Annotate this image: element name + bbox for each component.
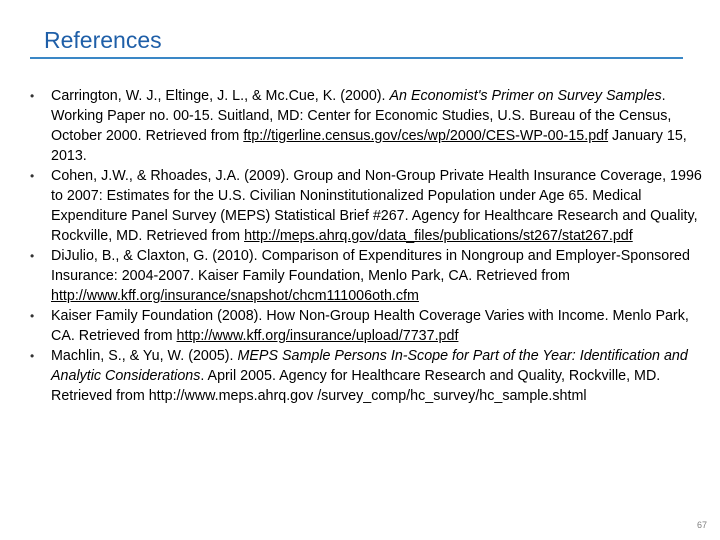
page-number: 67: [696, 520, 707, 530]
bullet-icon: •: [30, 249, 35, 263]
bullet-icon: •: [30, 89, 35, 103]
bullet-icon: •: [30, 169, 35, 183]
reference-title: MEPS Sample Persons In-Scope for Part of the Year: Identification and Analytic Considerations: [51, 348, 688, 384]
reference-list: [30, 86, 705, 406]
bullet-icon: •: [30, 309, 35, 323]
reference-text: [51, 306, 705, 346]
reference-link[interactable]: http://www.kff.org/insurance/upload/7737.pdf: [176, 328, 459, 344]
reference-text: [51, 86, 705, 166]
reference-text-segment: Kaiser Family Foundation (2008). How Non-Group Health Coverage Varies with Income. Menlo Park, CA. Retrieved from: [51, 308, 689, 344]
reference-text-segment: Cohen, J.W., & Rhoades, J.A. (2009). Group and Non-Group Private Health Insurance Coverage, 1996 to 2007: Estimates for the U.S. Civilian Noninstitutionalized Population under Age 65. Medical Expenditure Panel Survey (MEPS) Statistical Brief #267. Agency for Healthcare Research and Quality, Rockville, MD. Retrieved from: [51, 168, 702, 244]
reference-item: [30, 86, 705, 166]
page-title: References: [44, 27, 162, 53]
reference-text: [51, 166, 705, 246]
reference-link[interactable]: ftp://tigerline.census.gov/ces/wp/2000/CES-WP-00-15.pdf: [243, 128, 609, 144]
reference-text-segment: . April 2005. Agency for Healthcare Research and Quality, Rockville, MD. Retrieved from http://www.meps.ahrq.gov /survey_comp/hc_survey/hc_sample.shtml: [51, 368, 661, 404]
reference-item: [30, 246, 705, 306]
reference-item: [30, 346, 705, 406]
reference-link[interactable]: http://www.kff.org/insurance/snapshot/chcm111006oth.cfm: [51, 288, 419, 304]
reference-item: [30, 166, 705, 246]
reference-text-segment: January 15, 2013.: [51, 128, 687, 164]
reference-title: An Economist's Primer on Survey Samples: [389, 88, 662, 104]
reference-text-segment: . Working Paper no. 00-15. Suitland, MD: Center for Economic Studies, U.S. Bureau of the Census, October 2000. Retrieved from: [51, 88, 672, 144]
reference-text: [51, 346, 705, 406]
reference-item: [30, 306, 705, 346]
reference-text-segment: Machlin, S., & Yu, W. (2005).: [51, 348, 238, 364]
reference-link[interactable]: http://meps.ahrq.gov/data_files/publications/st267/stat267.pdf: [244, 228, 633, 244]
reference-text-segment: DiJulio, B., & Claxton, G. (2010). Comparison of Expenditures in Nongroup and Employer-Sponsored Insurance: 2004-2007. Kaiser Family Foundation, Menlo Park, CA. Retrieved from: [51, 248, 690, 284]
bullet-icon: •: [30, 349, 35, 363]
reference-text: [51, 246, 705, 306]
title-divider: [30, 57, 683, 59]
reference-text-segment: Carrington, W. J., Eltinge, J. L., & Mc.Cue, K. (2000).: [51, 88, 390, 104]
